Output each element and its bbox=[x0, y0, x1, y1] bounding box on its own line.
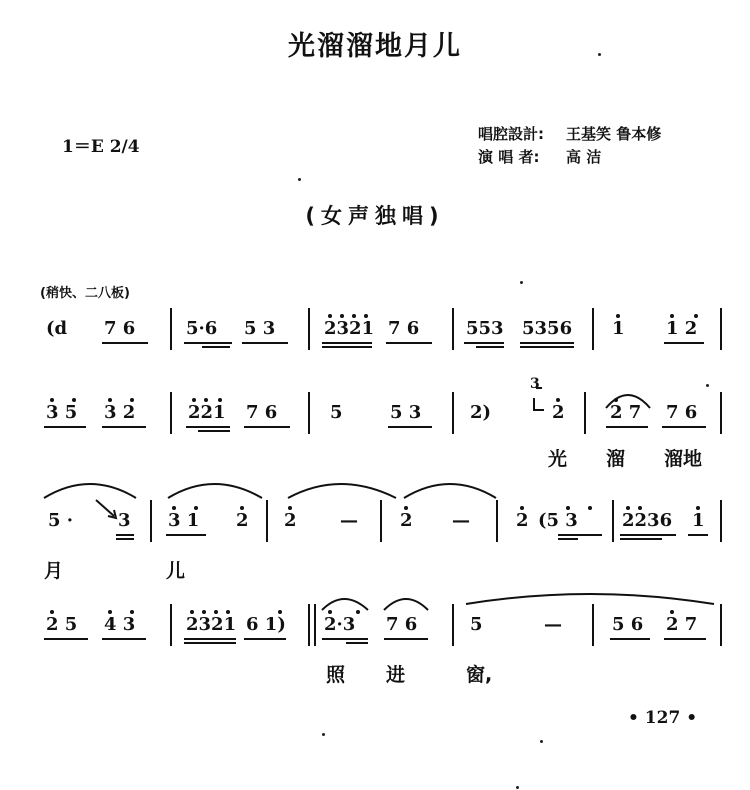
double-underline bbox=[184, 642, 236, 644]
bar-line bbox=[452, 308, 454, 350]
double-underline bbox=[620, 538, 662, 540]
underline bbox=[322, 342, 372, 344]
note-group: 7 6 bbox=[104, 318, 136, 339]
underline bbox=[44, 426, 86, 428]
bar-line bbox=[308, 392, 310, 434]
note-group: 3 bbox=[118, 510, 131, 531]
bar-line bbox=[592, 308, 594, 350]
bar-line bbox=[452, 604, 454, 646]
bar-line bbox=[720, 604, 722, 646]
page-number: • 127 • bbox=[628, 708, 698, 728]
note-group: 1 bbox=[692, 510, 705, 531]
note-group: 5 3 bbox=[244, 318, 276, 339]
underline bbox=[386, 342, 432, 344]
lyric: 光 bbox=[548, 448, 568, 470]
slur bbox=[466, 594, 714, 604]
underline bbox=[558, 534, 602, 536]
song-title: 光溜溜地月儿 bbox=[288, 31, 462, 62]
underline bbox=[384, 638, 428, 640]
note-group: 5 bbox=[470, 614, 483, 635]
note-group: 2321 bbox=[186, 614, 237, 635]
lyric: 溜 bbox=[606, 448, 626, 470]
lyric: 溜地 bbox=[664, 448, 703, 470]
bar-line bbox=[720, 392, 722, 434]
key-signature: 1＝E 2/4 bbox=[62, 137, 140, 157]
underline bbox=[464, 342, 504, 344]
lyric: 进 bbox=[386, 664, 406, 686]
slur bbox=[404, 484, 496, 498]
note-group: 2 5 bbox=[46, 614, 78, 635]
bar-line bbox=[266, 500, 268, 542]
underline bbox=[688, 534, 708, 536]
note-group: 5356 bbox=[522, 318, 573, 339]
lyric: 窗, bbox=[466, 664, 493, 686]
bar-line bbox=[170, 392, 172, 434]
lyric: 月 bbox=[44, 560, 64, 582]
bar-line bbox=[170, 604, 172, 646]
underline bbox=[184, 342, 232, 344]
note-group: 2 bbox=[284, 510, 297, 531]
underline bbox=[322, 638, 368, 640]
underline bbox=[102, 638, 146, 640]
note-group: 2 bbox=[400, 510, 413, 531]
bar-line bbox=[496, 500, 498, 542]
double-underline bbox=[198, 430, 230, 432]
underline bbox=[244, 638, 286, 640]
note-group: 4 3 bbox=[104, 614, 136, 635]
note-group: 553 bbox=[466, 318, 504, 339]
bar-line bbox=[584, 392, 586, 434]
note-group: (d bbox=[46, 318, 68, 339]
note-group: 5 3 bbox=[390, 402, 422, 423]
note-group: 2) bbox=[470, 402, 492, 423]
notation-row-2 bbox=[0, 376, 750, 442]
underline bbox=[662, 426, 706, 428]
underline bbox=[116, 534, 134, 536]
singer-label: 演 唱 者: bbox=[478, 148, 540, 166]
bar-line bbox=[150, 500, 152, 542]
note-group: 221 bbox=[188, 402, 226, 423]
double-underline bbox=[558, 538, 578, 540]
note-group: 5 6 bbox=[612, 614, 644, 635]
note-group: 7 6 bbox=[246, 402, 278, 423]
double-underline bbox=[202, 346, 230, 348]
bar-line bbox=[308, 308, 310, 350]
bar-line bbox=[612, 500, 614, 542]
note-group: — bbox=[340, 510, 358, 531]
note-group: 6 1) bbox=[246, 614, 286, 635]
underline bbox=[166, 534, 206, 536]
bar-line bbox=[452, 392, 454, 434]
design-label: 唱腔設計: bbox=[478, 125, 544, 143]
double-underline bbox=[346, 642, 368, 644]
note-group: 2321 bbox=[324, 318, 375, 339]
note-group: 3 1 bbox=[168, 510, 200, 531]
double-underline bbox=[322, 346, 372, 348]
bar-line bbox=[720, 308, 722, 350]
grace-note: 3 bbox=[530, 376, 540, 392]
slur bbox=[168, 484, 262, 498]
tempo-marking: (稍快、二八板) bbox=[40, 286, 130, 301]
singer-name: 高 洁 bbox=[566, 148, 602, 166]
slur bbox=[288, 484, 396, 498]
underline bbox=[184, 638, 236, 640]
double-underline bbox=[520, 346, 574, 348]
slur bbox=[384, 599, 428, 610]
bar-line bbox=[170, 308, 172, 350]
underline bbox=[242, 342, 288, 344]
underline bbox=[102, 342, 148, 344]
double-underline bbox=[116, 538, 134, 540]
underline bbox=[186, 426, 230, 428]
underline bbox=[244, 426, 290, 428]
performance-type: (女声独唱) bbox=[305, 204, 445, 228]
slur bbox=[44, 484, 136, 498]
note-group: 7 6 bbox=[666, 402, 698, 423]
notation-row-1 bbox=[0, 318, 750, 358]
double-underline bbox=[476, 346, 504, 348]
lyric: 儿 bbox=[166, 560, 186, 582]
note-group: 5 bbox=[330, 402, 343, 423]
underline bbox=[606, 426, 648, 428]
note-group: 3 5 bbox=[46, 402, 78, 423]
underline bbox=[44, 638, 88, 640]
note-group: (5 3 bbox=[538, 510, 578, 531]
underline bbox=[620, 534, 676, 536]
bar-line bbox=[380, 500, 382, 542]
note-group: 1 bbox=[612, 318, 625, 339]
note-group: — bbox=[452, 510, 470, 531]
note-group: — bbox=[544, 614, 562, 635]
note-group: 2 7 bbox=[610, 402, 642, 423]
bar-line bbox=[314, 604, 316, 646]
design-names: 王基笑 鲁本修 bbox=[566, 125, 662, 143]
underline bbox=[102, 426, 146, 428]
notation-row-4 bbox=[0, 614, 750, 654]
note-group: 1 2 bbox=[666, 318, 698, 339]
slur bbox=[322, 599, 368, 610]
note-group: 7 6 bbox=[386, 614, 418, 635]
bar-line bbox=[308, 604, 310, 646]
notation-row-3 bbox=[0, 510, 750, 550]
note-group: 2 bbox=[236, 510, 249, 531]
note-group: 7 6 bbox=[388, 318, 420, 339]
bar-line bbox=[592, 604, 594, 646]
note-group: 2 bbox=[552, 402, 565, 423]
underline bbox=[664, 638, 706, 640]
note-group: 2·3 bbox=[324, 614, 356, 635]
note-group: 3 2 bbox=[104, 402, 136, 423]
underline bbox=[520, 342, 574, 344]
underline bbox=[388, 426, 432, 428]
note-group: 2 7 bbox=[666, 614, 698, 635]
note-group: 2 bbox=[516, 510, 529, 531]
note-group: 5 · bbox=[48, 510, 74, 531]
underline bbox=[610, 638, 650, 640]
underline bbox=[664, 342, 704, 344]
bar-line bbox=[720, 500, 722, 542]
note-group: 5·6 bbox=[186, 318, 218, 339]
lyric: 照 bbox=[326, 664, 346, 686]
note-group: 2236 bbox=[622, 510, 673, 531]
